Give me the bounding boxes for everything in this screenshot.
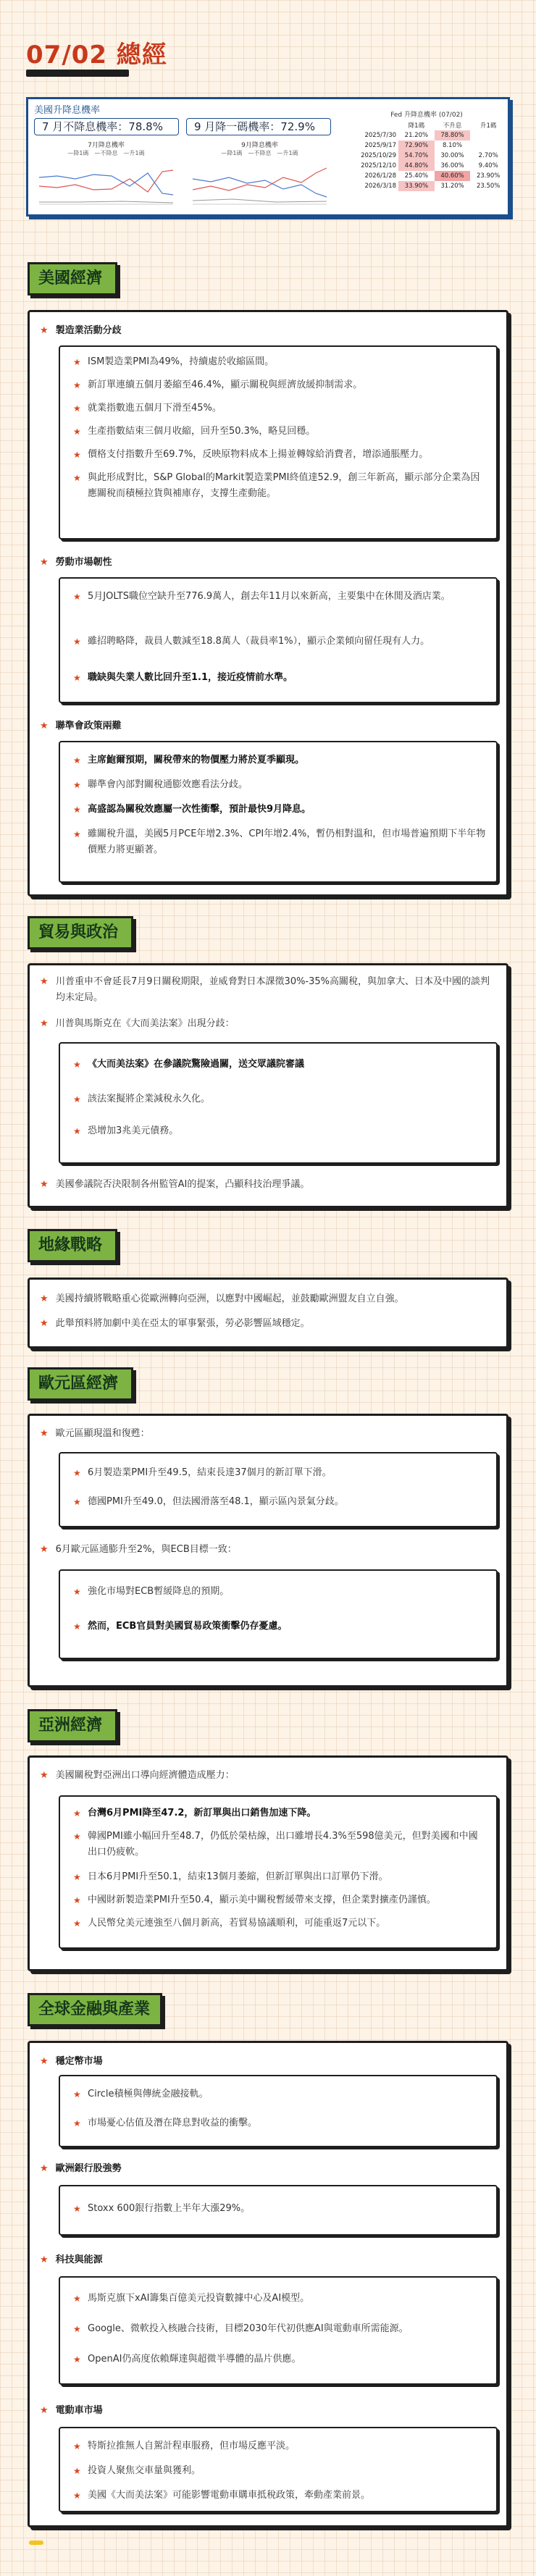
list-item (73, 447, 486, 463)
table-cell: 2025/7/30 (364, 132, 397, 139)
section-heading-geostrategy: 地緣戰略 (28, 1229, 117, 1262)
star-icon: ★ (73, 427, 81, 437)
rate-probability-panel (26, 97, 510, 217)
table-row (347, 130, 506, 140)
star-icon: ★ (73, 1621, 81, 1632)
list-item (73, 826, 486, 858)
section-eurozone (28, 1414, 508, 1687)
star-icon: ★ (73, 1895, 81, 1905)
star-icon: ★ (40, 325, 49, 336)
subsection-euro-banks (40, 2160, 122, 2174)
list-item (73, 2115, 486, 2131)
list-item-text: 就業指數進五個月下滑至45%。 (88, 403, 222, 414)
list-item-text: 雖關稅升溫，美國5月PCE年增2.3%、CPI年增2.4%，暫仍相對溫和，但市場普遍預期下半年物價壓力將更顯著。 (88, 828, 486, 855)
list-item (73, 2291, 486, 2307)
paragraph (40, 1768, 235, 1784)
list-item-text: Stoxx 600銀行指數上半年大漲29%。 (88, 2203, 251, 2214)
list-item (73, 777, 486, 793)
paragraph (40, 1291, 404, 1307)
star-icon: ★ (40, 1293, 49, 1304)
star-icon: ★ (73, 2491, 81, 2501)
list-item (73, 1584, 486, 1600)
list-item (73, 2438, 486, 2454)
table-cell: 23.50% (476, 182, 501, 190)
list-item-text: 生產指數結束三個月收縮，回升至50.3%，略見回穩。 (88, 426, 316, 437)
list-item (73, 1494, 486, 1510)
table-header (347, 120, 398, 130)
star-icon: ★ (40, 1428, 49, 1439)
table-cell (470, 140, 506, 151)
list-item (73, 1057, 486, 1073)
manufacturing-card (59, 345, 498, 540)
star-icon: ★ (73, 1918, 81, 1929)
list-item-text: 台灣6月PMI降至47.2，新訂單與出口銷售加速下降。 (88, 1808, 317, 1818)
list-item-text: 與此形成對比，S&P Global的Markit製造業PMI終值達52.9，創三年新高，顯示部分企業為因應關稅而積極拉貨與補庫存，支撐生產動能。 (88, 472, 480, 499)
list-item (73, 1619, 486, 1635)
list-item-text: 恐增加3兆美元債務。 (88, 1125, 179, 1136)
star-icon: ★ (73, 473, 81, 483)
list-item-text: Google、微軟投入核融合技術，目標2030年代初供應AI與電動車所需能源。 (88, 2323, 409, 2334)
table-cell: 8.10% (443, 142, 463, 149)
star-icon: ★ (73, 637, 81, 647)
paragraph (40, 974, 496, 1006)
list-item (73, 634, 486, 650)
list-item (73, 1869, 486, 1885)
paragraph-text: 6月歐元區通膨升至2%，與ECB目標一致： (55, 1544, 237, 1555)
list-item (73, 400, 486, 416)
list-item (73, 1892, 486, 1908)
section-global-finance (28, 2041, 508, 2527)
star-icon: ★ (73, 1094, 81, 1104)
paragraph-text: 美國關稅對亞洲出口導向經濟體造成壓力： (55, 1770, 235, 1781)
ev-market-card (59, 2427, 498, 2512)
list-item-text: 日本6月PMI升至50.1，結束13個月萎縮，但新訂單與出口訂單仍下滑。 (88, 1871, 388, 1882)
fed-probability-table (347, 109, 506, 191)
star-icon: ★ (40, 557, 49, 568)
section-us-economy (28, 310, 508, 897)
sept-chart-lines (189, 157, 330, 208)
list-item-text: 韓國PMI雖小幅回升至48.7，仍低於榮枯線，出口雖增長4.3%至598億美元，但對美國和中國出口仍疲軟。 (88, 1831, 478, 1858)
fed-table-caption: Fed 升降息機率 (07/02) (390, 112, 463, 119)
section-trade-politics (28, 963, 508, 1208)
star-icon: ★ (73, 2441, 81, 2451)
table-header: 降1碼 (408, 122, 425, 130)
table-cell: 30.00% (440, 152, 464, 159)
list-item (73, 2201, 486, 2217)
list-item-text: 新訂單連續五個月萎縮至46.4%，顯示關稅與經濟放緩抑制需求。 (88, 379, 363, 390)
list-item-text: 投資人聚焦交車量與獲利。 (88, 2465, 201, 2476)
list-item-text: 該法案擬將企業減稅永久化。 (88, 1094, 211, 1104)
list-item-text: 中國財新製造業PMI升至50.4，顯示美中關稅暫緩帶來支撐，但企業對擴產仍謹慎。 (88, 1895, 436, 1905)
star-icon: ★ (73, 1497, 81, 1507)
list-item (73, 1829, 486, 1860)
subsection-stablecoin (40, 2053, 103, 2067)
list-item (73, 1091, 486, 1107)
section-heading-eurozone: 歐元區經濟 (28, 1367, 133, 1401)
table-cell: 33.90% (398, 181, 435, 191)
star-icon: ★ (73, 2294, 81, 2304)
table-header-row (347, 120, 506, 130)
star-icon: ★ (73, 805, 81, 815)
star-icon: ★ (73, 1832, 81, 1842)
list-item (73, 802, 486, 818)
stablecoin-card (59, 2075, 498, 2147)
list-item-text: 聯準會內部對關稅通膨效應看法分歧。 (88, 779, 248, 790)
list-item (73, 470, 486, 502)
list-item (73, 670, 486, 686)
subsection-title: 勞動市場韌性 (55, 557, 112, 568)
star-icon: ★ (73, 829, 81, 839)
star-icon: ★ (73, 2354, 81, 2365)
subsection-manufacturing (40, 322, 122, 336)
table-header: 不升息 (443, 122, 462, 130)
footer-accent (29, 2541, 43, 2545)
list-item-text: 6月製造業PMI升至49.5，結束長達37個月的新訂單下滑。 (88, 1467, 332, 1478)
july-chart (35, 140, 177, 212)
table-cell: 2025/9/17 (364, 142, 397, 149)
list-item (73, 1123, 486, 1139)
page-title: 07/02 總經 (26, 41, 167, 70)
list-item-text: 德國PMI升至49.0，但法國滑落至48.1，顯示區內景氣分歧。 (88, 1496, 344, 1507)
star-icon: ★ (73, 1872, 81, 1882)
list-item-text: Circle積極與傳統金融接軌。 (88, 2089, 209, 2099)
list-item-text: 強化市場對ECB暫緩降息的預期。 (88, 1586, 230, 1597)
paragraph-text: 此舉預料將加劇中美在亞太的軍事緊張，勞必影響區域穩定。 (55, 1318, 310, 1329)
star-icon: ★ (40, 2254, 49, 2265)
star-icon: ★ (73, 2324, 81, 2334)
star-icon: ★ (40, 2056, 49, 2067)
star-icon: ★ (40, 1770, 49, 1781)
table-cell: 23.90% (476, 172, 501, 180)
star-icon: ★ (40, 721, 49, 731)
paragraph (40, 1016, 235, 1032)
subsection-ev-market (40, 2402, 103, 2416)
table-cell: 54.70% (398, 151, 435, 161)
subsection-fed-policy (40, 718, 122, 731)
star-icon: ★ (73, 357, 81, 367)
star-icon: ★ (73, 2466, 81, 2476)
star-icon: ★ (73, 673, 81, 683)
title-underline (26, 70, 129, 77)
subsection-tech-energy (40, 2252, 103, 2265)
list-item (73, 1916, 486, 1931)
table-row (347, 171, 506, 181)
star-icon: ★ (73, 1060, 81, 1070)
list-item-text: 馬斯克旗下xAI籌集百億美元投資數據中心及AI模型。 (88, 2293, 310, 2304)
section-geostrategy (28, 1277, 508, 1348)
star-icon: ★ (73, 1587, 81, 1597)
paragraph (40, 1177, 309, 1193)
star-icon: ★ (73, 780, 81, 790)
star-icon: ★ (73, 2204, 81, 2214)
paragraph-text: 川普與馬斯克在《大而美法案》出現分歧： (55, 1018, 235, 1029)
list-item (73, 2321, 486, 2337)
paragraph (40, 1542, 237, 1558)
table-cell: 31.20% (440, 182, 464, 190)
section-heading-trade-politics: 貿易與政治 (28, 916, 133, 949)
subsection-title: 電動車市場 (55, 2405, 103, 2416)
list-item (73, 424, 486, 440)
table-cell: 78.80% (435, 130, 471, 140)
paragraph (40, 1316, 310, 1332)
list-item-text: 主席鮑爾預期，關稅帶來的物價壓力將於夏季顯現。 (88, 755, 305, 765)
list-item (73, 1805, 486, 1821)
july-chart-legend: —降1碼 —不降息 —升1碼 (67, 150, 145, 156)
list-item (73, 1465, 486, 1481)
star-icon: ★ (40, 976, 49, 987)
eurozone-pmi-card (59, 1452, 498, 1527)
eurozone-inflation-card (59, 1569, 498, 1659)
star-icon: ★ (73, 380, 81, 390)
bill-card (59, 1042, 498, 1164)
subsection-title: 聯準會政策兩難 (55, 721, 122, 731)
list-item (73, 2086, 486, 2102)
paragraph-text: 歐元區顯現溫和復甦： (55, 1428, 150, 1439)
subsection-labor (40, 554, 112, 568)
star-icon: ★ (73, 2089, 81, 2099)
table-cell: 2026/1/28 (364, 172, 397, 180)
star-icon: ★ (40, 1544, 49, 1555)
tech-energy-card (59, 2276, 498, 2385)
subsection-title: 製造業活動分歧 (55, 325, 122, 336)
list-item-text: 市場憂心估值及潛在降息對收益的衝擊。 (88, 2118, 258, 2128)
list-item-text: OpenAI仍高度依賴輝達與超微半導體的晶片供應。 (88, 2354, 301, 2365)
list-item-text: 雖招聘略降，裁員人數減至18.8萬人（裁員率1%），顯示企業傾向留任現有人力。 (88, 636, 430, 647)
subsection-title: 穩定幣市場 (55, 2056, 103, 2067)
star-icon: ★ (73, 1808, 81, 1818)
table-cell: 21.20% (404, 132, 429, 139)
star-icon: ★ (73, 755, 81, 765)
list-item (73, 377, 486, 393)
euro-banks-card (59, 2185, 498, 2236)
star-icon: ★ (40, 1018, 49, 1029)
star-icon: ★ (40, 1318, 49, 1329)
list-item (73, 2463, 486, 2479)
rates-panel-title: 美國升降息機率 (34, 105, 101, 116)
july-chart-lines (35, 157, 177, 208)
table-cell: 9.40% (478, 162, 498, 169)
fed-policy-card (59, 741, 498, 883)
list-item-text: 5月JOLTS職位空缺升至776.9萬人，創去年11月以來新高，主要集中在休閒及酒店業。 (88, 591, 451, 602)
list-item-text: 價格支付指數升至69.7%，反映原物料成本上揚並轉嫁給消費者，增添通脹壓力。 (88, 449, 429, 460)
sept-chart-legend: —降1碼 —不降息 —升1碼 (221, 150, 298, 156)
star-icon: ★ (73, 1468, 81, 1478)
table-cell: 2025/10/29 (361, 152, 397, 159)
table-row (347, 161, 506, 171)
table-cell: 72.90% (398, 140, 435, 151)
star-icon: ★ (73, 403, 81, 414)
list-item-text: 美國《大而美法案》可能影響電動車購車抵稅政策，牽動產業前景。 (88, 2490, 371, 2501)
sept-chart-title: 9月降息機率 (241, 142, 278, 149)
list-item (73, 2351, 486, 2367)
list-item-text: 職缺與失業人數比回升至1.1，接近疫情前水準。 (88, 672, 293, 683)
section-heading-us-economy: 美國經濟 (28, 262, 117, 295)
section-asia (28, 1755, 508, 1971)
list-item (73, 354, 486, 370)
july-probability: 7 月不降息機率：78.8% (34, 118, 179, 135)
star-icon: ★ (40, 2405, 49, 2416)
list-item-text: 然而，ECB官員對美國貿易政策衝擊仍存憂慮。 (88, 1621, 288, 1632)
table-cell (470, 130, 506, 140)
list-item-text: 《大而美法案》在參議院驚險過關，送交眾議院審議 (88, 1059, 305, 1070)
star-icon: ★ (73, 592, 81, 602)
list-item-text: 特斯拉推無人自駕計程車服務，但市場反應平淡。 (88, 2441, 296, 2451)
list-item (73, 589, 486, 605)
table-cell: 25.40% (404, 172, 429, 180)
july-chart-title: 7月降息機率 (88, 142, 125, 149)
paragraph-text: 美國參議院否決限制各州監管AI的提案，凸顯科技治理爭議。 (55, 1179, 310, 1190)
list-item-text: 高盛認為關稅效應屬一次性衝擊，預計最快9月降息。 (88, 804, 311, 815)
star-icon: ★ (40, 1179, 49, 1190)
subsection-title: 歐洲銀行股強勢 (55, 2163, 122, 2174)
list-item (73, 2488, 486, 2504)
table-cell: 2.70% (478, 152, 498, 159)
table-row (347, 151, 506, 161)
table-cell: 2025/12/10 (361, 162, 397, 169)
table-cell: 40.60% (435, 171, 471, 181)
star-icon: ★ (73, 2118, 81, 2128)
sept-chart (189, 140, 330, 212)
table-header: 升1碼 (480, 122, 497, 130)
table-row (347, 181, 506, 191)
paragraph (40, 1426, 150, 1442)
subsection-title: 科技與能源 (55, 2254, 103, 2265)
table-cell: 44.80% (398, 161, 435, 171)
star-icon: ★ (73, 450, 81, 460)
section-heading-global-finance: 全球金融與產業 (28, 1993, 162, 2026)
section-heading-asia: 亞洲經濟 (28, 1709, 117, 1742)
table-cell: 2026/3/18 (364, 182, 397, 190)
asia-card (59, 1795, 498, 1949)
table-row (347, 140, 506, 151)
table-cell: 36.00% (440, 162, 464, 169)
paragraph-text: 美國持續將戰略重心從歐洲轉向亞洲，以應對中國崛起，並鼓勵歐洲盟友自立自強。 (55, 1293, 404, 1304)
labor-card (59, 577, 498, 703)
list-item-text: ISM製造業PMI為49%，持續處於收縮區間。 (88, 356, 275, 367)
star-icon: ★ (40, 2163, 49, 2174)
star-icon: ★ (73, 1126, 81, 1136)
paragraph-text: 川普重申不會延長7月9日關稅期限，並威脅對日本課徵30%-35%高關稅，與加拿大、日本及中國的談判均未定局。 (56, 976, 490, 1003)
list-item-text: 人民幣兌美元連強至八個月新高，若貿易協議順利，可能重返7元以下。 (88, 1918, 386, 1929)
sept-probability: 9 月降一碼機率：72.9% (186, 118, 331, 135)
list-item (73, 752, 486, 768)
